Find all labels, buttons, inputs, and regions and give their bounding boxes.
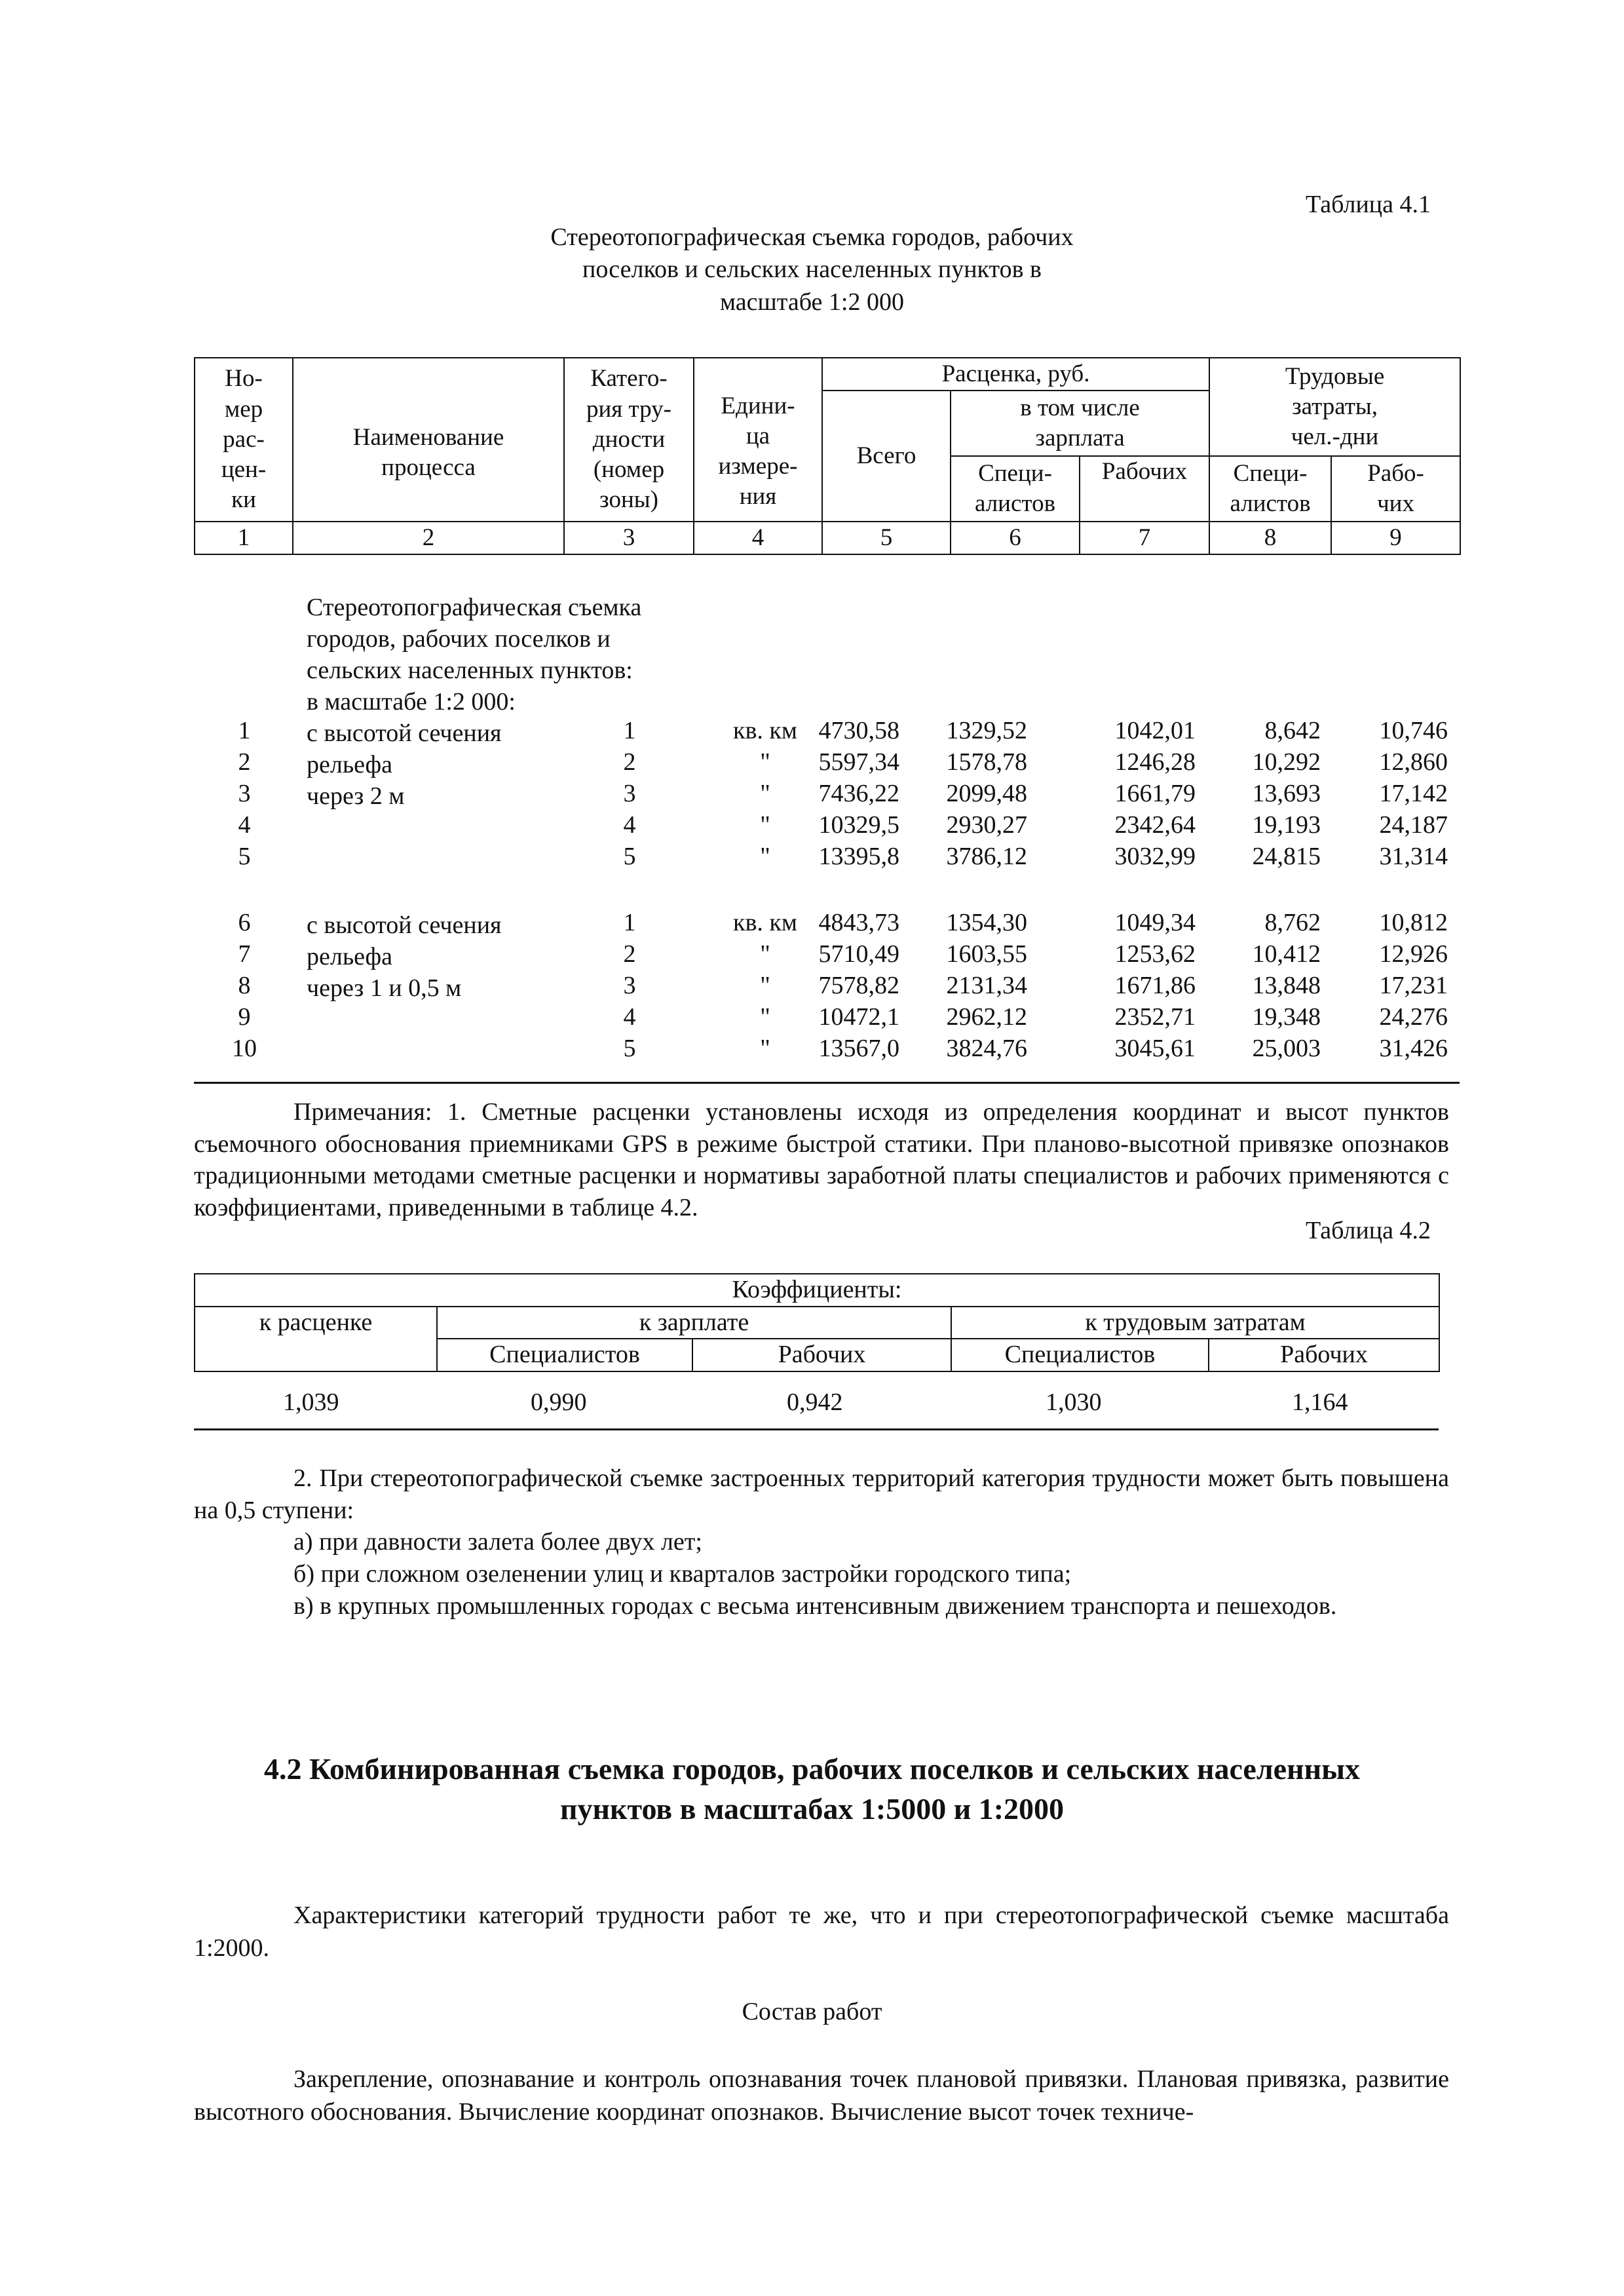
cell-unit: кв. км [733,717,797,744]
cell-unit: " [760,972,770,999]
cell-salary-specialists: 1354,30 [946,909,1027,936]
cell-labor-specialists: 10,412 [1252,940,1321,968]
header-labor-group: Трудовые затраты, чел.-дни [1209,358,1460,456]
cell-salary-workers: 1246,28 [1114,748,1196,776]
cell-salary-workers: 3032,99 [1114,843,1196,870]
table-4-2-label: Таблица 4.2 [1305,1217,1431,1244]
cell-category: 1 [623,717,636,744]
cell-labor-specialists: 8,642 [1264,717,1321,744]
cell-labor-workers: 31,426 [1379,1035,1448,1062]
cell-category: 2 [623,940,636,968]
coef-to-price: к расценке [195,1307,437,1371]
cell-salary-specialists: 2099,48 [946,780,1027,807]
coef-to-labor: к трудовым затратам [951,1307,1439,1339]
cell-unit: " [760,940,770,968]
cell-category: 2 [623,748,636,776]
coef-labor-workers: Рабочих [1209,1339,1439,1371]
header-labor-workers: Рабо- чих [1331,456,1460,522]
cell-price-total: 13567,0 [818,1035,899,1062]
header-including-salary: в том числе зарплата [951,391,1209,456]
cell-labor-specialists: 24,815 [1252,843,1321,870]
note-1: Примечания: 1. Сметные расценки установлены исходя из определения координат и высот пунктов съемочного обоснования приемниками GPS в режиме быстрой статики. При планово-высотной привязке опознаков традиционными методами сметные расценки и нормативы заработной платы специалистов и рабочих применяются с коэффициентами, приведенными в таблице 4.2. [194,1098,1449,1221]
caption-line: масштабе 1:2 000 [720,288,904,316]
table-4-1-label: Таблица 4.1 [1305,191,1431,218]
coef-header: Коэффициенты: [195,1274,1439,1307]
section-paragraph-2: Закрепление, опознавание и контроль опознавания точек плановой привязки. Плановая привязка, развитие высотного обоснования. Вычисление координат опознаков. Вычисление высот точек техниче- [194,2065,1449,2126]
section-title: 4.2 Комбинированная съемка городов, рабочих поселков и сельских населенных пунктов в масштабах 1:5000 и 1:2000 [263,1752,1360,1826]
cell-labor-specialists: 13,848 [1252,972,1321,999]
cell-salary-workers: 2352,71 [1114,1003,1196,1031]
cell-salary-specialists: 2930,27 [946,811,1027,839]
cell-rate-number: 5 [238,843,251,870]
header-column-numbers: 1 2 3 4 5 6 7 8 9 [195,522,1460,554]
cell-unit: " [760,748,770,776]
cell-salary-workers: 1661,79 [1114,780,1196,807]
section-paragraph-1: Характеристики категорий трудности работ те же, что и при стереотопографической съемке масштаба 1:2000. [194,1902,1449,1962]
header-specialists: Специ- алистов [951,456,1080,522]
cell-salary-specialists: 1603,55 [946,940,1027,968]
cell-labor-specialists: 25,003 [1252,1035,1321,1062]
header-total: Всего [822,391,951,522]
coef-salary-workers: Рабочих [692,1339,951,1371]
cell-rate-number: 8 [238,972,251,999]
cell-salary-specialists: 2131,34 [946,972,1027,999]
table-4-2 [194,1273,1440,1372]
cell-rate-number: 4 [238,811,251,839]
cell-unit: " [760,1003,770,1031]
cell-price-total: 4843,73 [818,909,899,936]
cell-salary-specialists: 1329,52 [946,717,1027,744]
cell-labor-workers: 31,314 [1379,843,1448,870]
cell-labor-workers: 24,187 [1379,811,1448,839]
table-4-1-bottom-rule [194,1082,1460,1084]
cell-unit: " [760,843,770,870]
cell-labor-specialists: 8,762 [1264,909,1321,936]
cell-category: 4 [623,1003,636,1031]
cell-labor-workers: 17,231 [1379,972,1448,999]
cell-salary-specialists: 3824,76 [946,1035,1027,1062]
cell-price-total: 5710,49 [818,940,899,968]
cell-category: 1 [623,909,636,936]
cell-rate-number: 2 [238,748,251,776]
cell-unit: " [760,1035,770,1062]
header-process-name: Наименование процесса [293,358,564,522]
coef-value: 1,039 [283,1388,339,1416]
coef-labor-specialists: Специалистов [951,1339,1209,1371]
coef-value: 0,990 [531,1388,587,1416]
cell-rate-number: 3 [238,780,251,807]
cell-salary-specialists: 3786,12 [946,843,1027,870]
cell-labor-workers: 10,746 [1379,717,1448,744]
cell-labor-workers: 12,926 [1379,940,1448,968]
cell-price-total: 7436,22 [818,780,899,807]
cell-rate-number: 9 [238,1003,251,1031]
header-labor-specialists: Специ- алистов [1209,456,1331,522]
table-4-2-bottom-rule [194,1428,1439,1430]
table-4-1-caption [0,221,1624,318]
header-category: Катего- рия тру- дности (номер зоны) [564,358,694,522]
cell-category: 3 [623,972,636,999]
cell-price-total: 5597,34 [818,748,899,776]
cell-labor-workers: 17,142 [1379,780,1448,807]
section-subheading: Состав работ [742,1998,882,2025]
coef-value: 1,030 [1046,1388,1102,1416]
cell-category: 3 [623,780,636,807]
cell-labor-specialists: 19,193 [1252,811,1321,839]
header-rate-number: Но- мер рас- цен- ки [195,358,293,522]
header-workers: Рабочих [1080,456,1209,522]
coef-value: 1,164 [1292,1388,1348,1416]
cell-rate-number: 6 [238,909,251,936]
cell-labor-workers: 24,276 [1379,1003,1448,1031]
group2-name: с высотой сечения рельефа через 1 и 0,5 м [307,911,502,1002]
cell-price-total: 13395,8 [818,843,899,870]
cell-labor-specialists: 13,693 [1252,780,1321,807]
cell-price-total: 10329,5 [818,811,899,839]
header-price-group: Расценка, руб. [822,358,1209,391]
coef-salary-specialists: Специалистов [437,1339,692,1371]
cell-salary-workers: 1253,62 [1114,940,1196,968]
table-4-1-header [194,357,1461,555]
cell-salary-workers: 3045,61 [1114,1035,1196,1062]
cell-rate-number: 1 [238,717,251,744]
header-unit: Едини- ца измере- ния [694,358,822,522]
cell-rate-number: 7 [238,940,251,968]
caption-line: поселков и сельских населенных пунктов в [582,256,1042,284]
note-2: 2. При стереотопографической съемке застроенных территорий категория трудности может быть повышена на 0,5 ступени: а) при давности залета более двух лет; б) при сложном озеленении улиц и кварталов застройки городского типа; в) в крупных промышленных городах с весьма интенсивным движением транспорта и пешеходов. [194,1464,1449,1620]
cell-salary-workers: 1671,86 [1114,972,1196,999]
cell-salary-workers: 1049,34 [1114,909,1196,936]
cell-rate-number: 10 [232,1035,257,1062]
process-title: Стереотопографическая съемка городов, рабочих поселков и сельских населенных пунктов: в масштабе 1:2 000: [307,594,642,716]
cell-unit: " [760,780,770,807]
cell-labor-specialists: 10,292 [1252,748,1321,776]
cell-labor-workers: 12,860 [1379,748,1448,776]
cell-price-total: 10472,1 [818,1003,899,1031]
cell-salary-workers: 2342,64 [1114,811,1196,839]
cell-salary-specialists: 1578,78 [946,748,1027,776]
coef-value: 0,942 [787,1388,843,1416]
group1-name: с высотой сечения рельефа через 2 м [307,719,502,810]
cell-labor-specialists: 19,348 [1252,1003,1321,1031]
cell-salary-specialists: 2962,12 [946,1003,1027,1031]
cell-unit: " [760,811,770,839]
cell-labor-workers: 10,812 [1379,909,1448,936]
cell-price-total: 7578,82 [818,972,899,999]
cell-price-total: 4730,58 [818,717,899,744]
coef-to-salary: к зарплате [437,1307,951,1339]
cell-unit: кв. км [733,909,797,936]
cell-category: 5 [623,1035,636,1062]
cell-salary-workers: 1042,01 [1114,717,1196,744]
cell-category: 4 [623,811,636,839]
caption-line: Стереотопографическая съемка городов, рабочих [550,223,1074,251]
cell-category: 5 [623,843,636,870]
